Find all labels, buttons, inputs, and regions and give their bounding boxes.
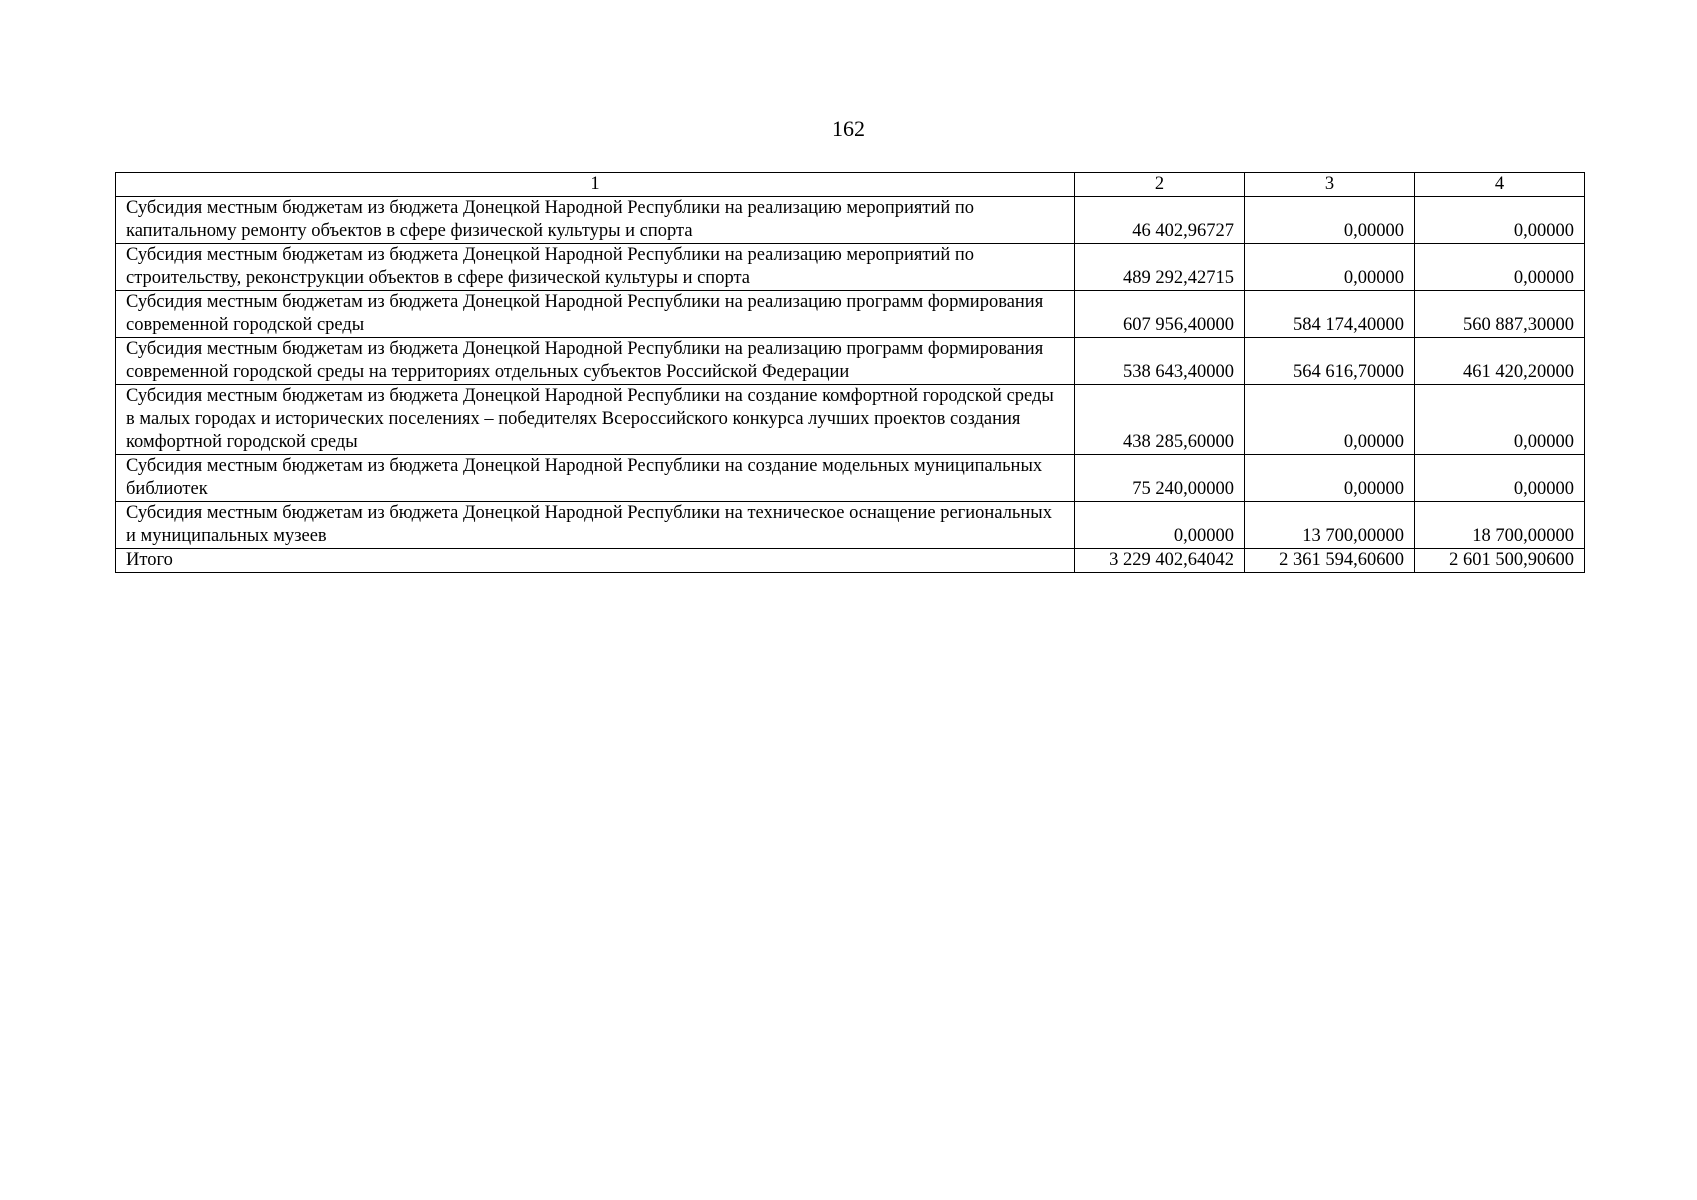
budget-table: [115, 172, 1585, 573]
row-value-col4: 0,00000: [1415, 197, 1585, 244]
row-value-col2: 489 292,42715: [1075, 244, 1245, 291]
header-cell-1: 1: [116, 173, 1075, 197]
row-value-col2: 46 402,96727: [1075, 197, 1245, 244]
row-value-col3: 0,00000: [1245, 197, 1415, 244]
row-value-col4: 0,00000: [1415, 244, 1585, 291]
total-value-col2: 3 229 402,64042: [1075, 549, 1245, 573]
header-cell-3: 3: [1245, 173, 1415, 197]
row-value-col3: 0,00000: [1245, 244, 1415, 291]
row-description: Субсидия местным бюджетам из бюджета Донецкой Народной Республики на реализацию мероприятий по строительству, реконструкции объектов в сфере физической культуры и спорта: [116, 244, 1075, 291]
row-value-col4: 560 887,30000: [1415, 291, 1585, 338]
table-row: [116, 502, 1585, 549]
row-value-col2: 75 240,00000: [1075, 455, 1245, 502]
row-description: Субсидия местным бюджетам из бюджета Донецкой Народной Республики на реализацию программ формирования современной городской среды на территориях отдельных субъектов Российской Федерации: [116, 338, 1075, 385]
row-value-col3: 13 700,00000: [1245, 502, 1415, 549]
table-row: [116, 338, 1585, 385]
table-row: [116, 291, 1585, 338]
row-value-col2: 438 285,60000: [1075, 385, 1245, 455]
row-value-col4: 0,00000: [1415, 455, 1585, 502]
row-value-col3: 0,00000: [1245, 455, 1415, 502]
row-description: Субсидия местным бюджетам из бюджета Донецкой Народной Республики на реализацию мероприятий по капитальному ремонту объектов в сфере физической культуры и спорта: [116, 197, 1075, 244]
page-number: 162: [832, 116, 865, 141]
table-row: [116, 244, 1585, 291]
total-row: [116, 549, 1585, 573]
row-value-col3: 584 174,40000: [1245, 291, 1415, 338]
row-value-col3: 564 616,70000: [1245, 338, 1415, 385]
row-value-col3: 0,00000: [1245, 385, 1415, 455]
row-value-col2: 538 643,40000: [1075, 338, 1245, 385]
header-cell-2: 2: [1075, 173, 1245, 197]
table-header-row: [116, 173, 1585, 197]
table-row: [116, 455, 1585, 502]
total-value-col3: 2 361 594,60600: [1245, 549, 1415, 573]
row-description: Субсидия местным бюджетам из бюджета Донецкой Народной Республики на создание модельных муниципальных библиотек: [116, 455, 1075, 502]
row-value-col4: 18 700,00000: [1415, 502, 1585, 549]
row-description: Субсидия местным бюджетам из бюджета Донецкой Народной Республики на создание комфортной городской среды в малых городах и исторических поселениях – победителях Всероссийского конкурса лучших проектов создания комфортной городской среды: [116, 385, 1075, 455]
row-description: Субсидия местным бюджетам из бюджета Донецкой Народной Республики на техническое оснащение региональных и муниципальных музеев: [116, 502, 1075, 549]
row-value-col2: 607 956,40000: [1075, 291, 1245, 338]
row-value-col4: 0,00000: [1415, 385, 1585, 455]
table-row: [116, 197, 1585, 244]
total-label: Итого: [116, 549, 1075, 573]
row-description: Субсидия местным бюджетам из бюджета Донецкой Народной Республики на реализацию программ формирования современной городской среды: [116, 291, 1075, 338]
row-value-col4: 461 420,20000: [1415, 338, 1585, 385]
header-cell-4: 4: [1415, 173, 1585, 197]
total-value-col4: 2 601 500,90600: [1415, 549, 1585, 573]
table-row: [116, 385, 1585, 455]
row-value-col2: 0,00000: [1075, 502, 1245, 549]
